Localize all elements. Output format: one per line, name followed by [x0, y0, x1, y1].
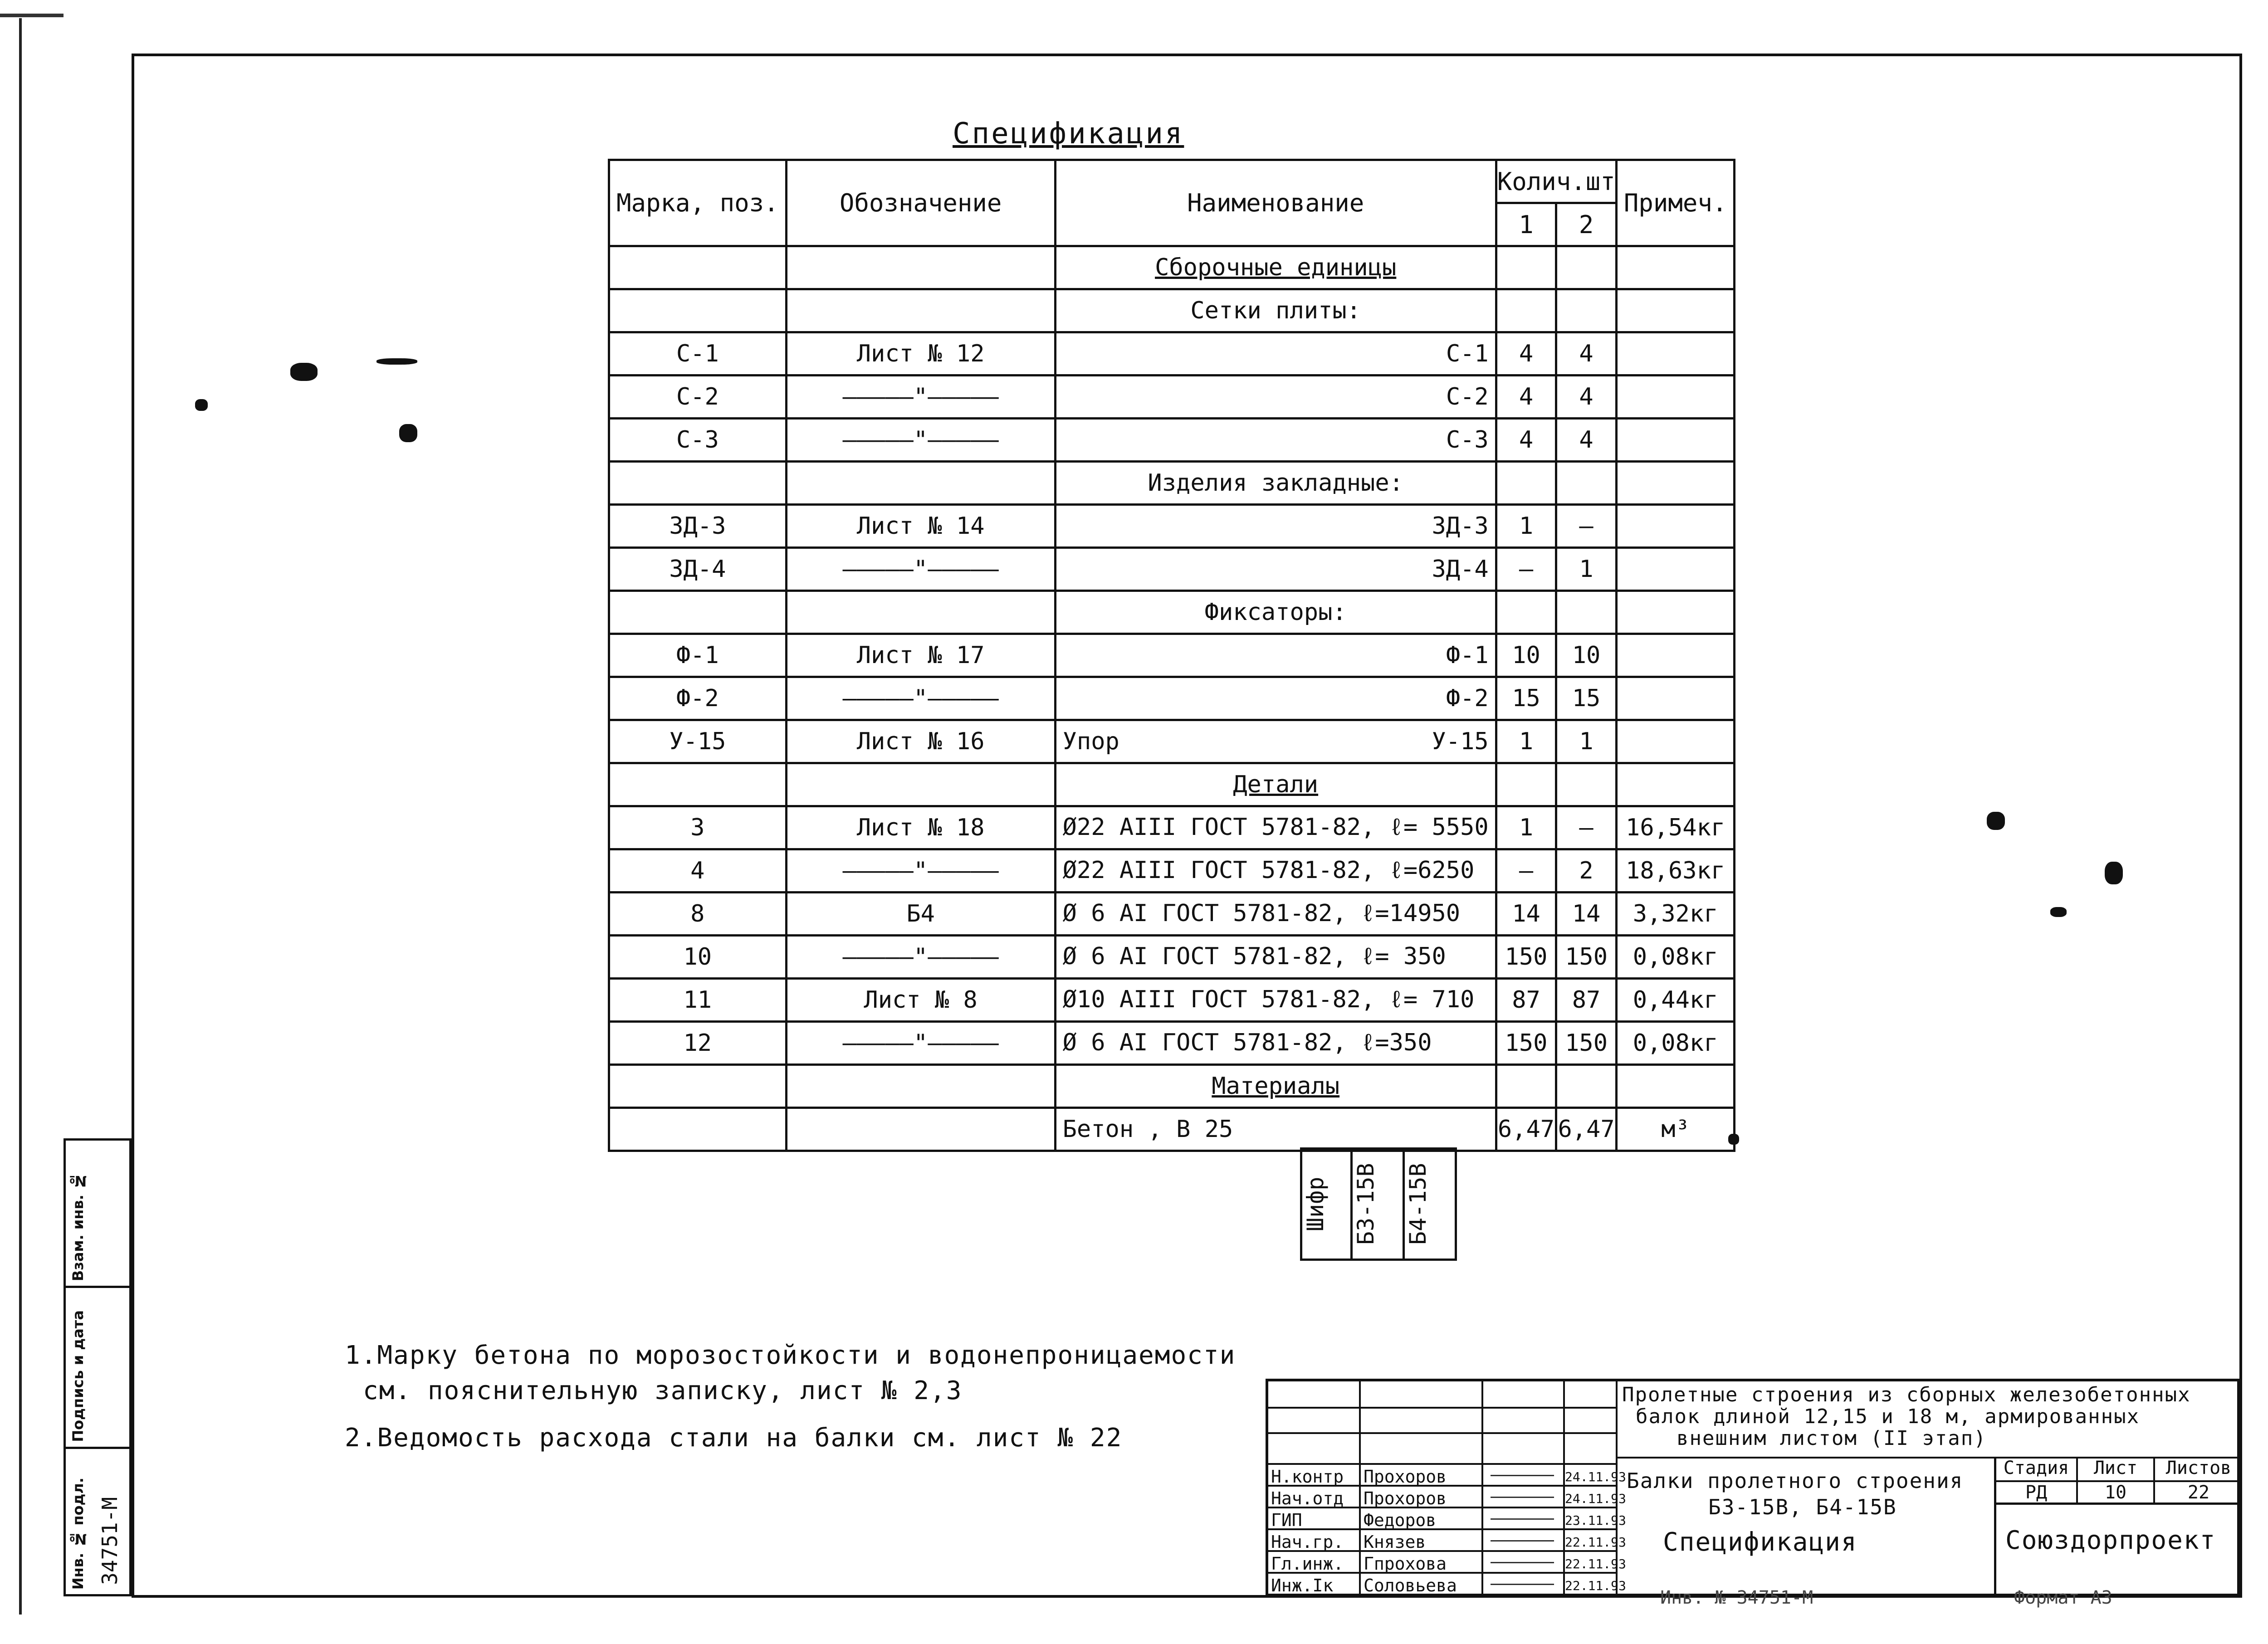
- cell-qty-2: 1: [1556, 720, 1617, 763]
- cell-designation: —————"—————: [786, 548, 1055, 591]
- cell-note: [1616, 677, 1735, 720]
- cell-designation: —————"—————: [786, 419, 1055, 462]
- cell-designation: [786, 1108, 1055, 1151]
- shifr-block: [1300, 1147, 1459, 1261]
- cell-designation: —————"—————: [786, 1022, 1055, 1065]
- cell-designation: Лист № 12: [786, 332, 1055, 376]
- cell-name: [1055, 936, 1496, 979]
- scan-blot: [290, 363, 318, 381]
- stage-value: РД: [1996, 1482, 2078, 1505]
- cell-note: 18,63кг: [1616, 849, 1735, 893]
- cell-qty-2: 4: [1556, 332, 1617, 376]
- staff-row-empty: [1268, 1432, 1618, 1459]
- sheets-value: 22: [2155, 1482, 2242, 1505]
- notes: [345, 1338, 1236, 1468]
- cell-designation: Лист № 17: [786, 634, 1055, 677]
- cell-name: [1055, 1108, 1496, 1151]
- cell-note: [1616, 376, 1735, 419]
- footer-inv: Инв. № 34751-М: [1660, 1587, 1813, 1608]
- signature: [1491, 1475, 1554, 1476]
- table-row: [609, 677, 1735, 720]
- name-ref: С-2: [1446, 383, 1489, 410]
- cell-qty-2: 15: [1556, 677, 1617, 720]
- staff-name: Прохоров: [1364, 1488, 1447, 1508]
- cell-mark: Ф-1: [609, 634, 787, 677]
- cell-mark: ЗД-3: [609, 505, 787, 548]
- section-heading: Сетки плиты:: [1055, 289, 1496, 332]
- staff-date: 22.11.93: [1565, 1578, 1626, 1593]
- table-row: [609, 548, 1735, 591]
- cell-name: [1055, 634, 1496, 677]
- name-ref: У-15: [1432, 728, 1489, 755]
- scan-blot: [1987, 812, 2005, 830]
- table-row: [609, 849, 1735, 893]
- sheet-header: Лист: [2078, 1458, 2155, 1482]
- staff-date: 22.11.93: [1565, 1535, 1626, 1550]
- staff-date: 24.11.93: [1565, 1491, 1626, 1506]
- name-text: Ø22 АIII ГОСТ 5781-82, ℓ=6250: [1062, 856, 1475, 884]
- cell-name: [1055, 893, 1496, 936]
- cell-designation: —————"—————: [786, 677, 1055, 720]
- cell-qty-1: 1: [1496, 806, 1556, 849]
- cell-mark: У-15: [609, 720, 787, 763]
- table-row: [609, 893, 1735, 936]
- cell-qty-2: 150: [1556, 936, 1617, 979]
- cell-name: [1055, 505, 1496, 548]
- table-row: [609, 979, 1735, 1022]
- table-row: [609, 419, 1735, 462]
- cell-designation: —————"—————: [786, 849, 1055, 893]
- cell-note: 0,08кг: [1616, 936, 1735, 979]
- cell-name: [1055, 720, 1496, 763]
- cell-mark: Ф-2: [609, 677, 787, 720]
- table-row: [609, 1022, 1735, 1065]
- staff-name: Федоров: [1364, 1510, 1437, 1530]
- specification-table: [608, 159, 1735, 1152]
- cell-qty-2: 10: [1556, 634, 1617, 677]
- staff-row: [1268, 1572, 1626, 1599]
- cell-mark: 10: [609, 936, 787, 979]
- cell-mark: ЗД-4: [609, 548, 787, 591]
- staff-date: 24.11.93: [1565, 1469, 1626, 1484]
- inv-cell: Инв. № подл. 34751-М: [64, 1447, 132, 1596]
- cell-note: 3,32кг: [1616, 893, 1735, 936]
- cell-note: [1616, 505, 1735, 548]
- scan-edge-left: [19, 18, 22, 1615]
- table-row: [609, 505, 1735, 548]
- cell-qty-1: 6,47: [1496, 1108, 1556, 1151]
- cell-qty-2: 4: [1556, 419, 1617, 462]
- cell-qty-2: 14: [1556, 893, 1617, 936]
- table-row: [609, 289, 1735, 332]
- staff-role: Нач.отд: [1271, 1488, 1344, 1508]
- shifr-col-2: Б4-15В: [1403, 1147, 1457, 1261]
- cell-qty-1: 15: [1496, 677, 1556, 720]
- cell-qty-1: 1: [1496, 505, 1556, 548]
- table-row: [609, 591, 1735, 634]
- table-row: [609, 763, 1735, 806]
- cell-qty-1: 10: [1496, 634, 1556, 677]
- vz-cell: Взам. инв. №: [64, 1138, 132, 1288]
- shifr-label: Шифр: [1300, 1147, 1353, 1261]
- staff-role: ГИП: [1271, 1510, 1302, 1530]
- cell-qty-1: —: [1496, 548, 1556, 591]
- cell-mark: С-2: [609, 376, 787, 419]
- cell-name: [1055, 1022, 1496, 1065]
- note-2: 2.Ведомость расхода стали на балки см. лист № 22: [345, 1423, 1123, 1453]
- cell-name: [1055, 332, 1496, 376]
- col-qty-2: 2: [1556, 203, 1617, 246]
- name-ref: ЗД-3: [1432, 512, 1489, 540]
- table-row: [609, 936, 1735, 979]
- section-heading: Материалы: [1055, 1065, 1496, 1108]
- cell-designation: Лист № 8: [786, 979, 1055, 1022]
- cell-note: [1616, 548, 1735, 591]
- cell-note: [1616, 332, 1735, 376]
- cell-name: [1055, 677, 1496, 720]
- staff-role: Инж.Iк: [1271, 1576, 1334, 1595]
- shifr-col-1: Б3-15В: [1350, 1147, 1405, 1261]
- table-row: [609, 462, 1735, 505]
- name-text: Упор: [1062, 728, 1119, 755]
- cell-qty-1: 150: [1496, 936, 1556, 979]
- section-heading: Изделия закладные:: [1055, 462, 1496, 505]
- cell-note: [1616, 634, 1735, 677]
- cell-qty-2: 4: [1556, 376, 1617, 419]
- cell-qty-2: —: [1556, 505, 1617, 548]
- cell-qty-1: 4: [1496, 419, 1556, 462]
- cell-name: [1055, 376, 1496, 419]
- cell-mark: 3: [609, 806, 787, 849]
- name-ref: ЗД-4: [1432, 556, 1489, 583]
- staff-name: Соловьева: [1364, 1576, 1457, 1595]
- spec-title: Спецификация: [953, 117, 1184, 151]
- cell-mark: С-1: [609, 332, 787, 376]
- col-name: Наименование: [1055, 160, 1496, 246]
- table-row: [609, 1108, 1735, 1151]
- table-row: [609, 376, 1735, 419]
- table-row: [609, 246, 1735, 289]
- cell-qty-1: 4: [1496, 332, 1556, 376]
- title-block: [1266, 1379, 2240, 1596]
- cell-note: 0,44кг: [1616, 979, 1735, 1022]
- signature: [1491, 1562, 1554, 1563]
- cell-qty-1: —: [1496, 849, 1556, 893]
- section-heading: Детали: [1055, 763, 1496, 806]
- cell-designation: Лист № 18: [786, 806, 1055, 849]
- name-text: Бетон , В 25: [1062, 1116, 1233, 1143]
- cell-qty-1: 1: [1496, 720, 1556, 763]
- stage-box: [1994, 1458, 2242, 1595]
- stage-header: Стадия: [1996, 1458, 2078, 1482]
- scan-blot: [2105, 862, 2123, 884]
- cell-mark: 4: [609, 849, 787, 893]
- scan-blot: [399, 424, 417, 442]
- cell-name: [1055, 806, 1496, 849]
- name-text: Ø10 АIII ГОСТ 5781-82, ℓ= 710: [1062, 985, 1475, 1013]
- side-stamp: [64, 1138, 132, 1596]
- cell-qty-1: 150: [1496, 1022, 1556, 1065]
- staff-name: Прохоров: [1364, 1467, 1447, 1487]
- name-text: Ø 6 АI ГОСТ 5781-82, ℓ= 350: [1062, 942, 1446, 970]
- staff-date: 23.11.93: [1565, 1513, 1626, 1528]
- staff-role: Гл.инж.: [1271, 1554, 1344, 1574]
- col-mark: Марка, поз.: [609, 160, 787, 246]
- scan-blot: [2050, 907, 2067, 917]
- table-row: [609, 720, 1735, 763]
- cell-qty-1: 14: [1496, 893, 1556, 936]
- cell-name: [1055, 548, 1496, 591]
- name-ref: С-3: [1446, 426, 1489, 454]
- cell-qty-2: 1: [1556, 548, 1617, 591]
- cell-designation: —————"—————: [786, 936, 1055, 979]
- footer-format: Формат А3: [2014, 1587, 2112, 1608]
- cell-mark: 11: [609, 979, 787, 1022]
- drawing-title: Балки пролетного строения Б3-15В, Б4-15В Спецификация: [1627, 1468, 1964, 1557]
- cell-designation: Лист № 14: [786, 505, 1055, 548]
- col-qty: Колич.шт: [1496, 160, 1616, 203]
- cell-note: [1616, 419, 1735, 462]
- cell-note: 16,54кг: [1616, 806, 1735, 849]
- signature: [1491, 1584, 1554, 1585]
- signature: [1491, 1518, 1554, 1520]
- cell-note: м³: [1616, 1108, 1735, 1151]
- table-row: [609, 806, 1735, 849]
- name-ref: Ф-2: [1446, 685, 1489, 712]
- col-qty-1: 1: [1496, 203, 1556, 246]
- signature: [1491, 1497, 1554, 1498]
- signature: [1491, 1540, 1554, 1542]
- scan-edge: [0, 14, 64, 17]
- name-ref: С-1: [1446, 340, 1489, 367]
- cell-qty-1: 4: [1496, 376, 1556, 419]
- sign-cell: Подпись и дата: [64, 1286, 132, 1449]
- table-row: [609, 1065, 1735, 1108]
- cell-qty-2: 150: [1556, 1022, 1617, 1065]
- staff-role: Н.контр: [1271, 1467, 1344, 1487]
- cell-name: [1055, 849, 1496, 893]
- col-designation: Обозначение: [786, 160, 1055, 246]
- cell-designation: Б4: [786, 893, 1055, 936]
- name-text: Ø 6 АI ГОСТ 5781-82, ℓ=350: [1062, 1029, 1432, 1056]
- cell-designation: —————"—————: [786, 376, 1055, 419]
- section-heading: Сборочные единицы: [1055, 246, 1496, 289]
- cell-qty-2: 87: [1556, 979, 1617, 1022]
- cell-mark: С-3: [609, 419, 787, 462]
- cell-name: [1055, 419, 1496, 462]
- organization: Союздорпроект: [2005, 1526, 2216, 1555]
- cell-qty-2: 6,47: [1556, 1108, 1617, 1151]
- note-1: 1.Марку бетона по морозостойкости и водонепроницаемости см. пояснительную записку, лист № 2,3: [345, 1341, 1236, 1405]
- sheet-value: 10: [2078, 1482, 2155, 1505]
- cell-note: 0,08кг: [1616, 1022, 1735, 1065]
- table-row: [609, 332, 1735, 376]
- cell-mark: [609, 1108, 787, 1151]
- staff-role: Нач.гр.: [1271, 1532, 1344, 1552]
- staff-row-empty: [1268, 1407, 1618, 1434]
- cell-note: [1616, 720, 1735, 763]
- name-ref: Ф-1: [1446, 642, 1489, 669]
- staff-name: Князев: [1364, 1532, 1426, 1552]
- staff-grid: [1268, 1381, 1626, 1595]
- staff-name: Гпрохова: [1364, 1554, 1447, 1574]
- sheets-header: Листов: [2155, 1458, 2242, 1482]
- staff-date: 22.11.93: [1565, 1556, 1626, 1571]
- scan-blot: [195, 399, 208, 411]
- name-text: Ø 6 АI ГОСТ 5781-82, ℓ=14950: [1062, 899, 1461, 927]
- section-heading: Фиксаторы:: [1055, 591, 1496, 634]
- cell-qty-2: —: [1556, 806, 1617, 849]
- cell-name: [1055, 979, 1496, 1022]
- cell-mark: 8: [609, 893, 787, 936]
- cell-qty-2: 2: [1556, 849, 1617, 893]
- project-title: Пролетные строения из сборных железобетонных балок длиной 12,15 и 18 м, армированных внешним листом (II этап): [1622, 1383, 2191, 1450]
- col-note: Примеч.: [1616, 160, 1735, 246]
- name-text: Ø22 АIII ГОСТ 5781-82, ℓ= 5550: [1062, 813, 1489, 841]
- cell-qty-1: 87: [1496, 979, 1556, 1022]
- scan-blot: [376, 358, 417, 365]
- scan-blot: [1728, 1134, 1739, 1145]
- cell-mark: 12: [609, 1022, 787, 1065]
- table-row: [609, 634, 1735, 677]
- cell-designation: Лист № 16: [786, 720, 1055, 763]
